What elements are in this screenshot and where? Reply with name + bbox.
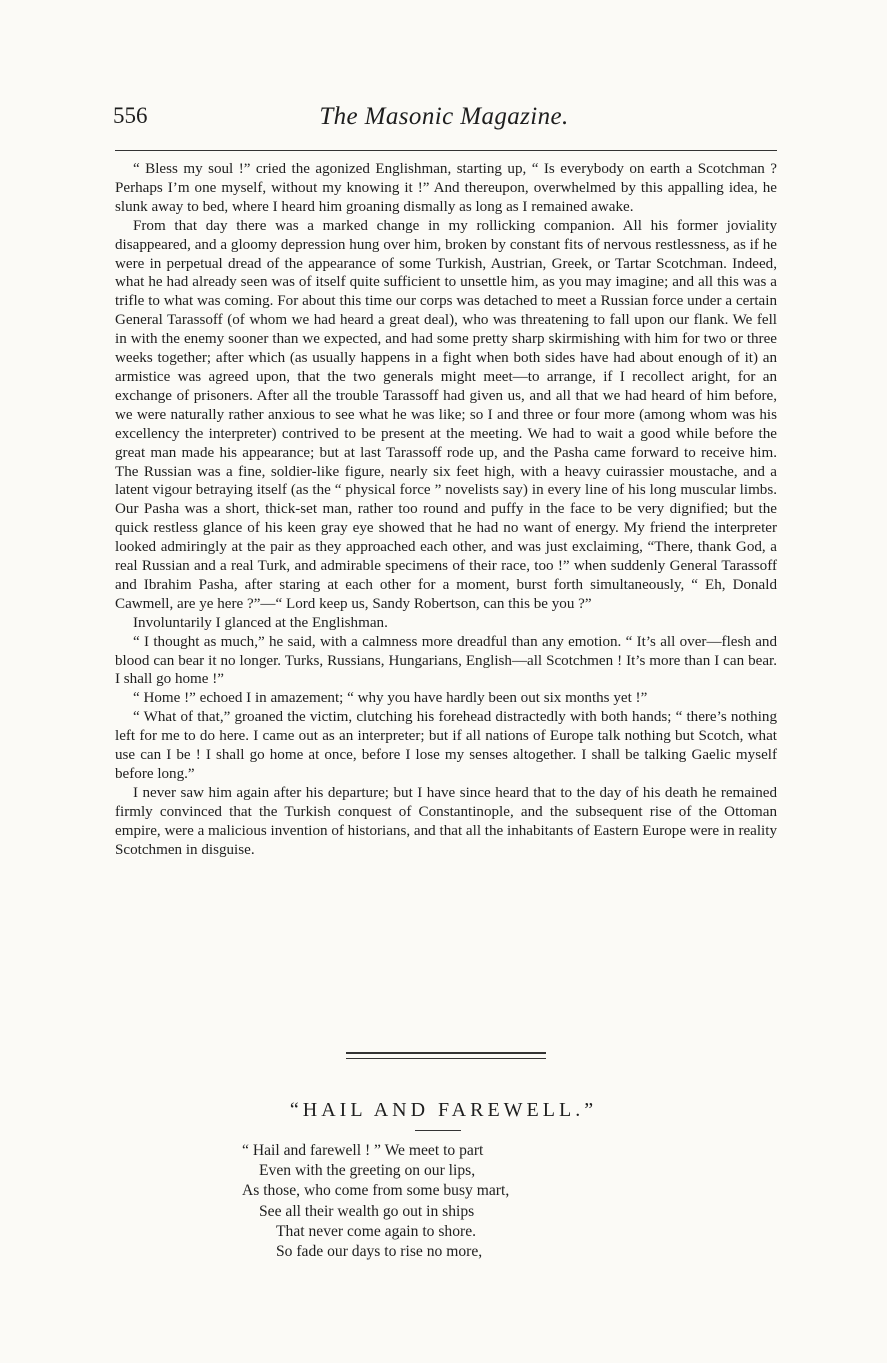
page-header: [113, 103, 775, 137]
poem-line: “ Hail and farewell ! ” We meet to part: [242, 1142, 484, 1159]
paragraph: “ Bless my soul !” cried the agonized Englishman, starting up, “ Is everybody on earth a Scotchman ? Perhaps I’m one myself, without my knowing it !” And thereupon, overwhelmed by this appalling idea, he slunk away to bed, where I heard him groaning dismally as long as I remained awake.: [115, 161, 777, 215]
paragraph: From that day there was a marked change in my rollicking companion. All his former joviality disappeared, and a gloomy depression hung over him, broken by constant fits of nervous restlessness, as if he were in perpetual dread of the appearance of some Turkish, Austrian, Greek, or Tartar Scotchman. Indeed, what he had already seen was of itself quite sufficient to unsettle him, as you may imagine; and all this was a trifle to what was coming. For about this time our corps was detached to meet a Russian force under a certain General Tarassoff (of whom we had heard a great deal), who was threatening to fall upon our flank. We fell in with the enemy sooner than we expected, and had some pretty sharp skirmishing with him for two or three weeks together; after which (as usually happens in a fight when both sides have had about enough of it) an armistice was agreed upon, that the two generals might meet—to arrange, if I recollect aright, for an exchange of prisoners. After all the trouble Tarassoff had given us, and all that we had heard of him before, we were naturally rather anxious to see what he was like; so I and three or four more (among whom was his excellency the interpreter) contrived to be present at the meeting. We had to wait a good while before the great man made his appearance; but at last Tarassoff rode up, and the Pasha came forward to receive him. The Russian was a fine, soldier-like figure, nearly six feet high, with a heavy cuirassier moustache, and a latent vigour betraying itself (as the “ physical force ” novelists say) in every line of his long muscular limbs. Our Pasha was a short, thick-set man, rather too round and puffy in the face to be very dignified; but the quick restless glance of his keen gray eye showed that he had no want of energy. My friend the interpreter looked admiringly at the pair as they approached each other, and was just exclaiming, “There, thank God, a real Russian and a real Turk, and admirable specimens of their race, too !” when suddenly General Tarassoff and Ibrahim Pasha, after staring at each other for a moment, burst forth simultaneously, “ Eh, Donald Cawmell, are ye here ?”—“ Lord keep us, Sandy Robertson, can this be you ?”: [115, 217, 777, 612]
poem-line: That never come again to shore.: [276, 1223, 477, 1240]
page-number: 556: [113, 103, 148, 128]
header-rule: [115, 150, 777, 151]
poem-line: As those, who come from some busy mart,: [242, 1182, 510, 1199]
section-divider-thin: [346, 1058, 546, 1059]
running-head: The Masonic Magazine.: [319, 103, 569, 130]
article-body: [115, 160, 777, 860]
title-underline: [415, 1130, 461, 1131]
poem-title: “HAIL AND FAREWELL.”: [289, 1099, 598, 1121]
paragraph: “ What of that,” groaned the victim, clutching his forehead distractedly with both hands; “ there’s nothing left for me to do here. I came out as an interpreter; but if all nations of Europe talk nothing but Scotch, what use can I be ! I shall go home at once, before I lose my senses altogether. I shall be talking Gaelic myself before long.”: [115, 709, 777, 782]
paragraph: “ I thought as much,” he said, with a calmness more dreadful than any emotion. “ It’s all over—flesh and blood can bear it no longer. Turks, Russians, Hungarians, English—all Scotchmen ! It’s more than I can bear. I shall go home !”: [115, 633, 777, 688]
poem-line: Even with the greeting on our lips,: [259, 1162, 476, 1179]
paragraph: Involuntarily I glanced at the Englishman.: [133, 614, 388, 631]
paragraph: I never saw him again after his departure; but I have since heard that to the day of his death he remained firmly convinced that the Turkish conquest of Constantinople, and the subsequent rise of the Ottoman empire, were a malicious invention of historians, and that all the inhabitants of Eastern Europe were in reality Scotchmen in disguise.: [115, 784, 777, 858]
poem-line: So fade our days to rise no more,: [276, 1243, 483, 1260]
paragraph: “ Home !” echoed I in amazement; “ why you have hardly been out six months yet !”: [133, 690, 648, 707]
poem-line: See all their wealth go out in ships: [259, 1203, 475, 1220]
section-divider-thick: [346, 1052, 546, 1054]
